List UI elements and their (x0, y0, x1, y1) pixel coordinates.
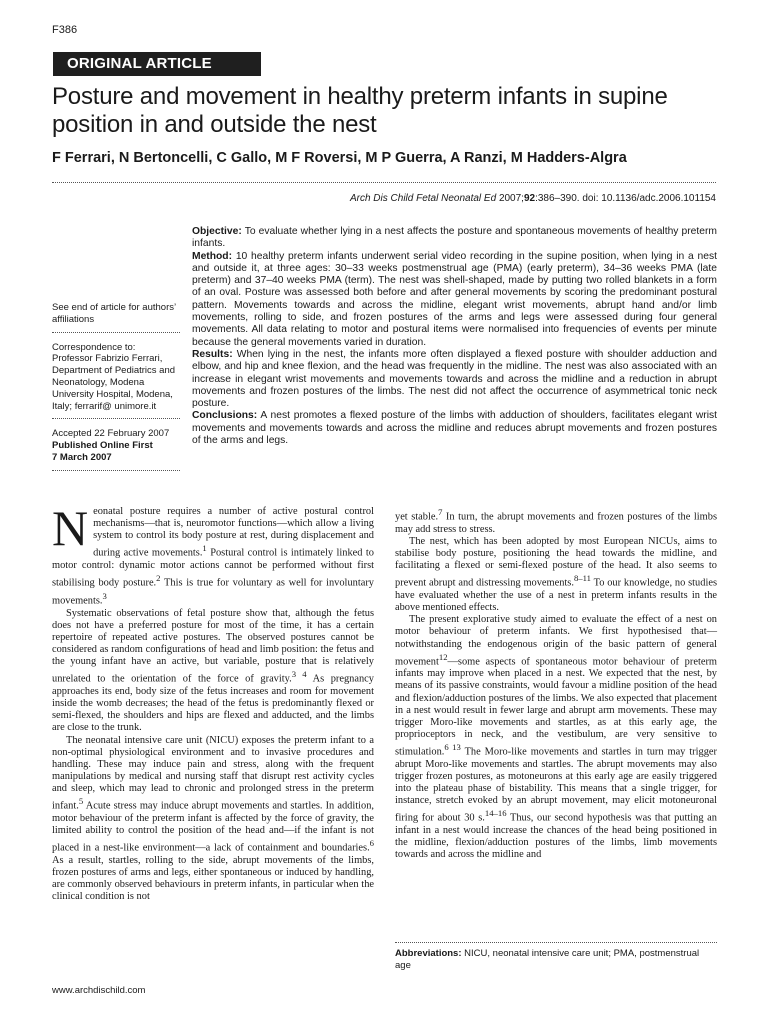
method-label: Method: (192, 250, 233, 262)
reference-marker: 3 (102, 590, 107, 601)
reference-marker: 6 (369, 838, 374, 849)
published-online-label: Published Online First (52, 440, 153, 452)
paragraph-text: This is true for voluntary as well for involuntary movements. (52, 577, 374, 607)
objective-label: Objective: (192, 226, 242, 237)
abbreviations-text: NICU, neonatal intensive care unit; PMA, postmenstrual age (395, 948, 700, 971)
body-paragraph (52, 608, 374, 735)
dotted-divider (52, 182, 716, 183)
paragraph-text: The nest, which has been adopted by most European NICUs, aims to stabilise body posture, positioning the head towards the midline, and facilitating a flexed or semi-flexed posture of the head. It also seems to prevent abrupt and distressing movements. (395, 535, 717, 589)
citation-line (52, 193, 716, 204)
accepted-date: Accepted 22 February 2007 (52, 428, 170, 440)
paragraph-text: yet stable. (395, 511, 439, 523)
body-column-right (395, 506, 717, 862)
reference-marker: 1 (202, 543, 207, 554)
conclusions-text: A nest promotes a flexed posture of the limbs with adduction of shoulders, facilitates elegant wrist movements and movements towards and across the midline and reduces abrupt movements and frozen postures of the arms and legs. (192, 410, 717, 447)
reference-marker: 5 (78, 796, 84, 807)
paragraph-text: The Moro-like movements and startles in turn may trigger abrupt Moro-like movements and startles. The abrupt movements may also trigger frozen postures, as motoneurons at this early age are easily triggered into the plateau phase of bistability. This means that a single trigger, for instance, stretch evoked by an abrupt movement, may elicit motoneuronal firing for about 30 s. (395, 746, 717, 824)
paragraph-text: —some aspects of spontaneous motor behaviour of preterm infants may improve when placed in a nest. We expected that the nest, by means of its passive constraints, would favour a midline position of the head and flexion/adduction postures of the limbs. We also expected that placement in a nest would result in fewer large and abrupt arm movements. These may trigger Moro-like movements and startles, as at this early age, the proprioceptors in neck, and the vestibulum, are very sensitive to stimulation. (395, 656, 717, 758)
sidebar-divider (52, 470, 180, 471)
abbreviations-note (395, 948, 717, 971)
paragraph-text: As pregnancy approaches its end, body size of the fetus increases and room for movement inside the womb decreases; the head of the fetus is predominantly flexed or semi-flexed, the shoulders and hips are flexed and adducted, and the limbs are close to the trunk. (52, 673, 374, 734)
reference-marker: 14–16 (484, 808, 507, 819)
body-paragraph (395, 536, 717, 614)
conclusions-label: Conclusions: (192, 410, 258, 422)
article-title: Posture and movement in healthy preterm infants in supine position in and outside the nest (52, 83, 668, 138)
reference-marker: 7 (438, 507, 443, 517)
paragraph-text: The present explorative study aimed to evaluate the effect of a nest on motor behaviour of preterm infants. We first hypothesised that—notwithstanding the endogenous origin of the basic pattern of general movement (395, 614, 717, 668)
body-paragraph (52, 500, 374, 608)
reference-marker: 12 (438, 651, 448, 662)
paragraph-text: Acute stress may induce abrupt movements and startles. In addition, motor behaviour of the preterm infant is affected by the force of gravity, the limited ability to control the position of the head and—if the infant is not placed in a nest-like environment—a lack of containment and boundaries. (52, 800, 374, 854)
results-label: Results: (192, 348, 233, 360)
abbreviations-divider (395, 942, 717, 943)
abstract-conclusions (192, 410, 717, 447)
objective-text: To evaluate whether lying in a nest affects the posture and spontaneous movements of healthy preterm infants. (192, 226, 717, 250)
paragraph-text: As a result, startles, rolling to the side, abrupt movements of the limbs, frozen postures of arms and legs, either spontaneous or induced by handling, are commonly observed behaviours in preterm infants, in particular when the clinical condition is not (52, 854, 374, 903)
results-text: When lying in the nest, the infants more often displayed a flexed posture with shoulder adduction and elbow, and hip and knee flexion, and the head was frequently in the midline. The nest was also associated with an increase in elegant wrist movements and movements towards and across the midline and a reduction in abrupt movements and frozen postures of the limbs. The nest did not affect the occurrence of asymmetrical tonic neck posture. (192, 348, 717, 410)
paragraph-text: The neonatal intensive care unit (NICU) exposes the preterm infant to a non-optimal physiological environment and to invasive procedures and handling. These may induce pain and stress, along with the frequent manipulations by medical and nursing staff that disrupt rest activity cycles and sleep, which may lead to chronic and prolonged stress in the preterm infant. (52, 734, 374, 812)
abstract-objective (192, 226, 717, 251)
abstract-results (192, 349, 717, 410)
body-column-left (52, 500, 374, 904)
abbreviations-label: Abbreviations: (395, 948, 462, 959)
paragraph-text: To our knowledge, no studies have evaluated whether the use of a nest in preterm infants results in the above mentioned effects. (395, 577, 717, 614)
correspondence-label: Correspondence to: (52, 341, 136, 353)
body-paragraph (395, 614, 717, 861)
abstract-method (192, 251, 717, 349)
section-banner: ORIGINAL ARTICLE (53, 52, 261, 76)
citation-year: 2007; (498, 193, 524, 204)
sidebar-divider (52, 418, 180, 419)
affiliations-note: See end of article for authors’ affiliations (52, 302, 176, 325)
reference-marker: 6 13 (444, 742, 461, 753)
drop-cap: N (52, 500, 89, 556)
citation-volume: 92 (523, 193, 536, 204)
paragraph-text: Systematic observations of fetal posture show that, although the fetus does not have a preferred posture for most of the time, it has a certain repertoire of repeated active postures. The observed postures cannot be considered as random configurations of head and limb position: the fetus and the young infant have an active, but variable, posture that is relatively unrelated to the orientation of the force of gravity. (52, 607, 374, 685)
reference-marker: 8–11 (573, 573, 591, 584)
reference-marker: 2 (156, 573, 161, 584)
paragraph-text: Thus, our second hypothesis was that putting an infant in a nest would increase the chances of the head being positioned in the midline, flexion/adduction postures of the limbs, limb movements towards and across the midline and (395, 812, 717, 861)
journal-name: Arch Dis Child Fetal Neonatal Ed (349, 193, 497, 204)
body-paragraph (52, 735, 374, 904)
paragraph-text: eonatal posture requires a number of active postural control mechanisms—that is, neuromotor functions—which allow a living system to control its body posture at rest, during displacement and during active movements. (93, 506, 374, 559)
sidebar-divider (52, 332, 180, 333)
abstract (192, 226, 717, 447)
method-text: 10 healthy preterm infants underwent serial video recording in the supine position, when lying in a nest and outside it, at three ages: 30–33 weeks postmenstrual age (PMA) (early preterm), 34–36 weeks PMA (late preterm) and 37–40 weeks PMA (term). The nest was shell-shaped, made by putting two rolled blankets in a form of an oval. Posture was assessed both before and after general movements by scoring the predominant postural pattern. Movements towards and across the midline, elegant wrist movements, abrupt hand and/or limb movements, rolling to side, and frozen postures of the arms and legs were assessed during four general movements. All data relating to motor and postural items were normalised into frequencies of events per minute because the general movements varied in duration. (192, 250, 717, 348)
paragraph-text: Postural control is intimately linked to motor control: dynamic motor actions cannot be performed without first stabilising body posture. (52, 547, 374, 589)
citation-pages-doi: :386–390. doi: 10.1136/adc.2006.101154 (535, 193, 716, 204)
paragraph-text: In turn, the abrupt movements and frozen postures of the limbs may add stress to stress. (395, 511, 717, 535)
page-number: F386 (52, 24, 78, 36)
correspondence-address: Professor Fabrizio Ferrari, Department of Pediatrics and Neonatology, Modena University Hospital, Modena, Italy; ferrarif@ unimore.it (52, 353, 176, 412)
article-sidebar (52, 302, 180, 480)
published-online-date: 7 March 2007 (52, 451, 112, 463)
body-paragraph (395, 506, 717, 536)
reference-marker: 3 4 (291, 669, 307, 680)
journal-website: www.archdischild.com (52, 985, 146, 996)
author-list: F Ferrari, N Bertoncelli, C Gallo, M F Roversi, M P Guerra, A Ranzi, M Hadders-Algra (52, 150, 627, 166)
